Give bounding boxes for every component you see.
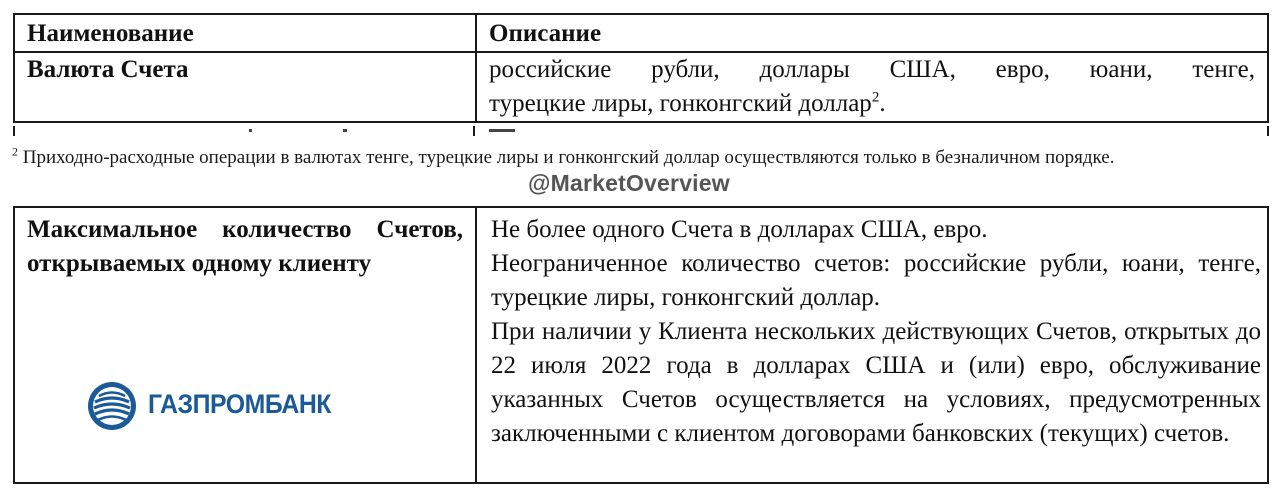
watermark: @MarketOverview bbox=[528, 170, 730, 196]
gazprombank-globe-icon bbox=[86, 380, 138, 432]
table-border-left bbox=[13, 126, 15, 136]
description-paragraph-3: При наличии у Клиента нескольких действующих Счетов, открытых до 22 июля 2022 года в долларах США и (или) евро, обслуживание указанных Счетов осуществляется на условиях, предусмотренных заключенными с клиентом договорами банковских (текущих) счетов. bbox=[491, 318, 1261, 447]
description-line-1: российские рубли, доллары США, евро, юани, тенге, bbox=[489, 56, 1255, 83]
row-description-currency bbox=[476, 52, 1268, 122]
header-name: Наименование bbox=[14, 14, 476, 52]
footnote-mark: 2 bbox=[12, 144, 18, 159]
footnote-text: Приходно-расходные операции в валютах тенге, турецкие лиры и гонконгский доллар осуществляются только в безналичном порядке. bbox=[22, 147, 1115, 168]
table-row bbox=[14, 52, 1268, 122]
row-description-max-accounts bbox=[491, 213, 1261, 451]
description-line-2 bbox=[489, 87, 1255, 121]
cropped-text-fragment bbox=[489, 129, 515, 132]
cropped-row-edge bbox=[13, 126, 1269, 136]
table-border-right bbox=[1267, 126, 1269, 136]
footnote bbox=[12, 144, 1262, 172]
gazprombank-logo bbox=[86, 380, 336, 432]
logo-wordmark: ГАЗПРОМБАНК bbox=[148, 389, 332, 419]
table-border-middle bbox=[473, 126, 475, 136]
description-end: . bbox=[879, 90, 886, 117]
cropped-text-fragment bbox=[249, 129, 252, 132]
description-paragraph-1: Не более одного Счета в долларах США, евро. bbox=[491, 216, 988, 243]
description-line-2-text: турецкие лиры, гонконгский доллар bbox=[489, 90, 872, 117]
table-cell-description bbox=[477, 208, 1267, 482]
currency-table bbox=[13, 13, 1269, 123]
table-cell-name bbox=[15, 208, 477, 482]
row-name-currency: Валюта Счета bbox=[14, 52, 476, 122]
header-description: Описание bbox=[476, 14, 1268, 52]
row-name-max-accounts: Максимальное количество Счетов, открываемых одному клиенту bbox=[27, 216, 463, 277]
table-header-row bbox=[14, 14, 1268, 52]
cropped-text-fragment bbox=[343, 129, 347, 132]
footnote-reference: 2 bbox=[871, 89, 880, 106]
accounts-limit-table bbox=[13, 206, 1269, 484]
description-paragraph-2: Неограниченное количество счетов: российские рубли, юани, тенге, турецкие лиры, гонконгский доллар. bbox=[491, 250, 1261, 311]
